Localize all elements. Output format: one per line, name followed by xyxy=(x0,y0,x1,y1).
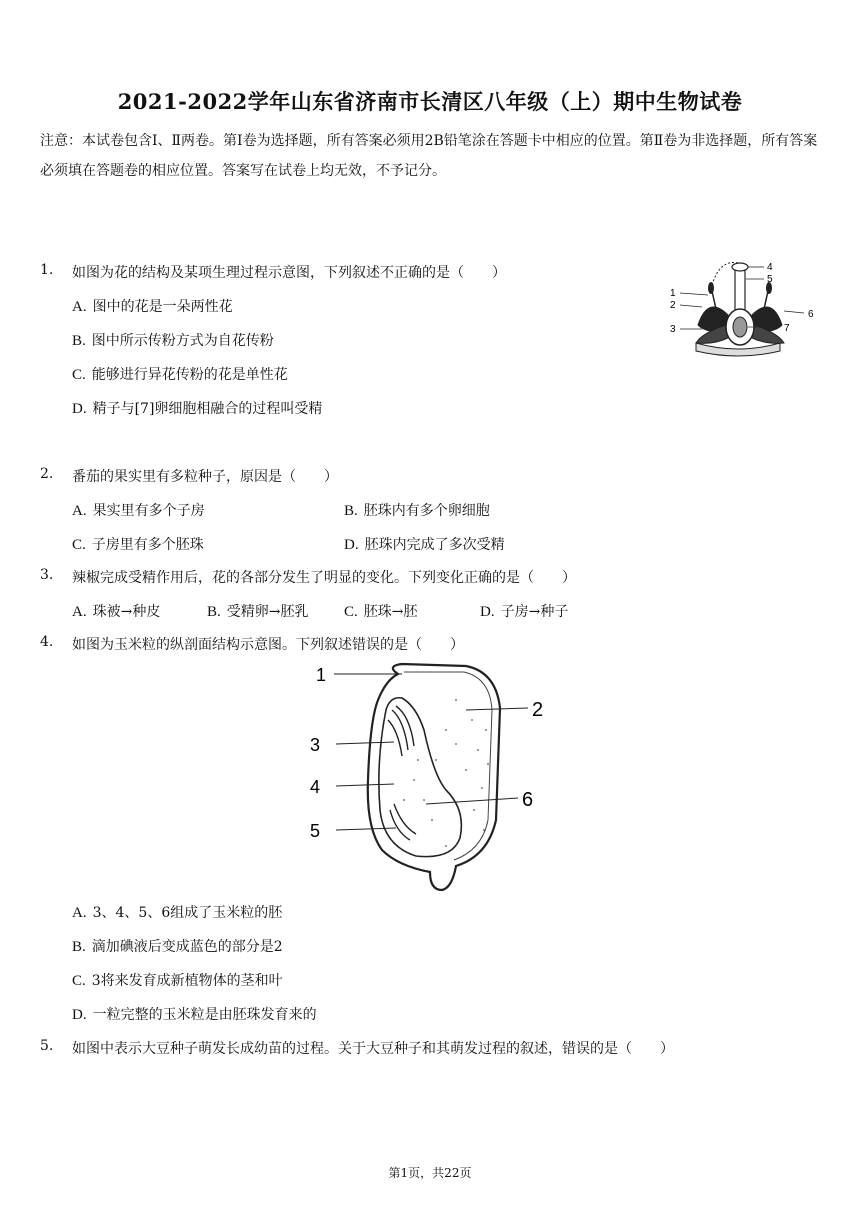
option-text: 子房里有多个胚珠 xyxy=(91,537,204,553)
question-3-stem: 辣椒完成受精作用后，花的各部分发生了明显的变化。下列变化正确的是（ ） xyxy=(72,570,576,586)
option-letter: A. xyxy=(72,503,87,519)
page-footer: 第1页，共22页 xyxy=(388,1166,472,1180)
figure-label: 5 xyxy=(767,274,773,285)
option-text: 珠被→种皮 xyxy=(92,604,161,620)
option-letter: B. xyxy=(72,939,86,955)
option-text: 3、4、5、6组成了玉米粒的胚 xyxy=(92,905,283,921)
option-letter: A. xyxy=(72,905,87,921)
question-1-option-d[interactable] xyxy=(72,398,322,418)
question-1-option-a[interactable] xyxy=(72,296,233,316)
question-3-number: 3. xyxy=(40,567,54,583)
figure-label: 5 xyxy=(310,821,321,841)
question-2-option-b[interactable] xyxy=(344,500,490,520)
question-2-option-d[interactable] xyxy=(344,534,505,554)
option-letter: C. xyxy=(344,604,358,620)
corn-kernel-figure xyxy=(306,660,556,892)
figure-label: 2 xyxy=(532,699,544,721)
option-letter: B. xyxy=(344,503,358,519)
question-4-stem: 如图为玉米粒的纵剖面结构示意图。下列叙述错误的是（ ） xyxy=(72,637,464,653)
question-1-option-b[interactable] xyxy=(72,330,274,350)
option-text: 受精卵→胚乳 xyxy=(226,604,309,620)
option-text: 3将来发育成新植物体的茎和叶 xyxy=(91,973,283,989)
figure-label: 7 xyxy=(784,323,790,334)
option-letter: D. xyxy=(344,537,359,553)
question-2-number: 2. xyxy=(40,466,54,482)
figure-label: 6 xyxy=(522,789,534,811)
option-letter: D. xyxy=(72,401,87,417)
question-4-number: 4. xyxy=(40,634,54,650)
question-2-stem: 番茄的果实里有多粒种子，原因是（ ） xyxy=(72,469,338,485)
option-letter: B. xyxy=(207,604,221,620)
figure-label: 3 xyxy=(670,324,676,335)
figure-label: 1 xyxy=(670,288,676,299)
question-1-option-c[interactable] xyxy=(72,364,288,384)
question-3-option-b[interactable] xyxy=(207,601,309,621)
figure-label: 4 xyxy=(310,777,321,797)
option-text: 子房→种子 xyxy=(500,604,569,620)
option-text: 胚珠内有多个卵细胞 xyxy=(363,503,490,519)
option-letter: C. xyxy=(72,537,86,553)
figure-label: 2 xyxy=(670,300,676,311)
option-text: 胚珠内完成了多次受精 xyxy=(364,537,505,553)
option-text: 果实里有多个子房 xyxy=(92,503,205,519)
option-text: 图中的花是一朵两性花 xyxy=(92,299,233,315)
option-letter: C. xyxy=(72,367,86,383)
question-1-stem: 如图为花的结构及某项生理过程示意图，下列叙述不正确的是（ ） xyxy=(72,265,506,281)
question-5-stem: 如图中表示大豆种子萌发长成幼苗的过程。关于大豆种子和其萌发过程的叙述，错误的是（ ） xyxy=(72,1041,674,1057)
figure-label: 6 xyxy=(808,309,814,320)
option-text: 图中所示传粉方式为自花传粉 xyxy=(91,333,274,349)
question-2-option-c[interactable] xyxy=(72,534,204,554)
question-2-option-a[interactable] xyxy=(72,500,205,520)
option-text: 能够进行异花传粉的花是单性花 xyxy=(91,367,288,383)
figure-label: 1 xyxy=(316,665,327,685)
flower-structure-figure xyxy=(668,255,826,359)
option-text: 精子与[7]卵细胞相融合的过程叫受精 xyxy=(92,401,323,417)
option-letter: A. xyxy=(72,604,87,620)
option-text: 一粒完整的玉米粒是由胚珠发育来的 xyxy=(92,1007,317,1023)
option-letter: C. xyxy=(72,973,86,989)
question-4-option-a[interactable] xyxy=(72,902,282,922)
option-text: 滴加碘液后变成蓝色的部分是2 xyxy=(91,939,283,955)
option-letter: D. xyxy=(480,604,495,620)
figure-label: 4 xyxy=(767,262,773,273)
exam-title: 2021-2022学年山东省济南市长清区八年级（上）期中生物试卷 xyxy=(117,89,743,114)
exam-notice: 注意：本试卷包含Ⅰ、Ⅱ两卷。第Ⅰ卷为选择题，所有答案必须用2B铅笔涂在答题卡中相应的位置。第Ⅱ卷为非选择题，所有答案必须填在答题卷的相应位置。答案写在试卷上均无效，不予记分。 xyxy=(40,133,818,179)
option-letter: B. xyxy=(72,333,86,349)
option-text: 胚珠→胚 xyxy=(363,604,418,620)
question-5-number: 5. xyxy=(40,1038,54,1054)
question-4-option-d[interactable] xyxy=(72,1004,317,1024)
option-letter: A. xyxy=(72,299,87,315)
figure-label: 3 xyxy=(310,735,321,755)
question-4-option-b[interactable] xyxy=(72,936,283,956)
question-3-option-c[interactable] xyxy=(344,601,418,621)
option-letter: D. xyxy=(72,1007,87,1023)
question-1-number: 1. xyxy=(40,262,54,278)
question-3-option-a[interactable] xyxy=(72,601,160,621)
question-4-option-c[interactable] xyxy=(72,970,283,990)
question-3-option-d[interactable] xyxy=(480,601,568,621)
